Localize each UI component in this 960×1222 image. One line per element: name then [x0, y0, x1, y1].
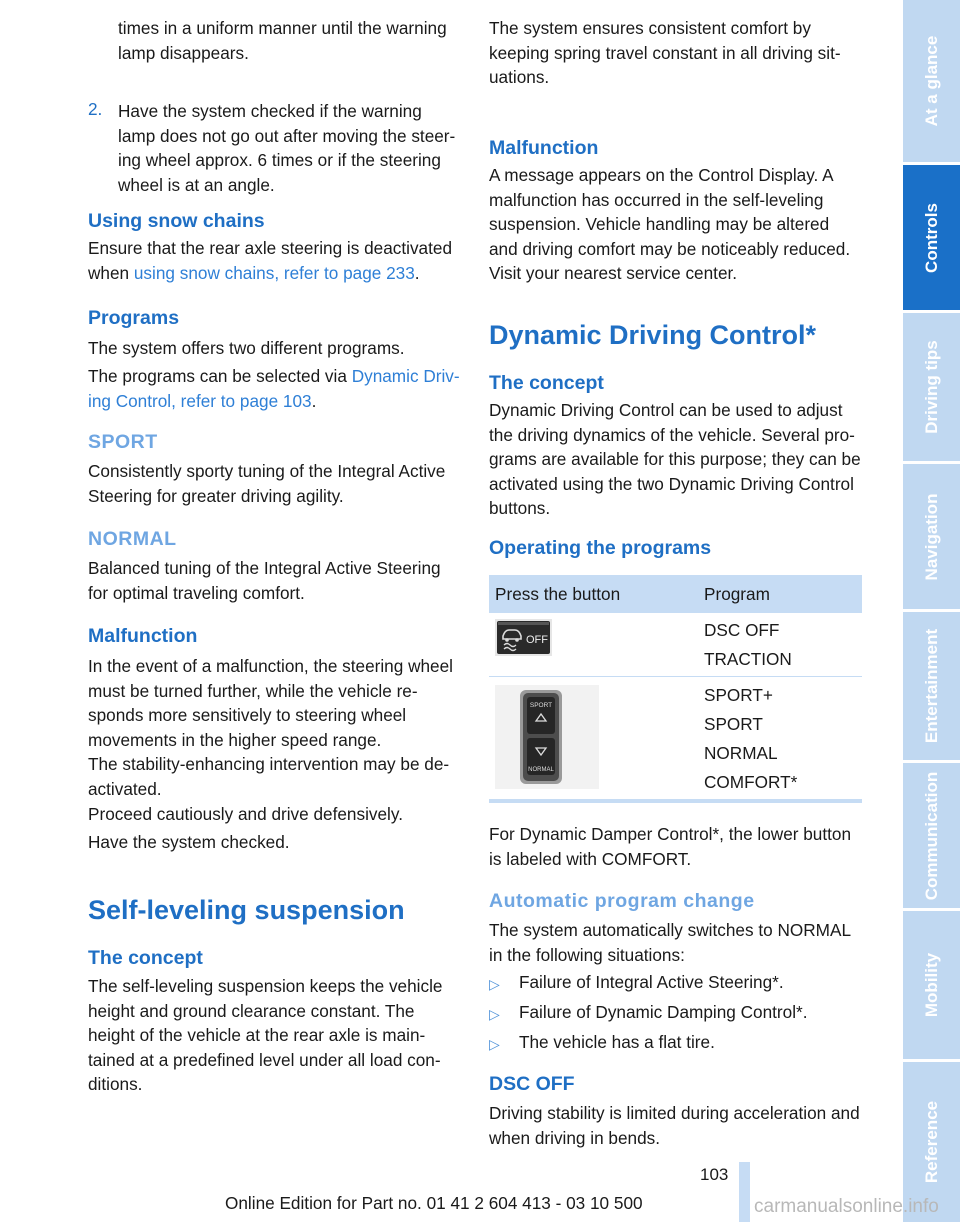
programs-text: The programs can be selected via [88, 366, 347, 386]
dsc-off-button-text: OFF [526, 634, 548, 646]
heading-sport: SPORT [88, 431, 158, 453]
row-divider [489, 676, 862, 677]
step2-number: 2. [88, 99, 103, 119]
tab-label: Navigation [921, 493, 941, 580]
watermark: carmanualsonline.info [754, 1196, 939, 1217]
tab-label: At a glance [921, 35, 941, 127]
normal-paragraph: Balanced tuning of the Integral Active Steering for optimal traveling comfort. [88, 558, 441, 603]
heading-malfunction: Malfunction [88, 625, 198, 647]
table-header [489, 575, 862, 613]
heading-normal: NORMAL [88, 528, 177, 550]
auto-change-paragraph: The system automatically switches to NORMAL in the following situations: [489, 920, 851, 965]
heading-dsc-off: DSC OFF [489, 1073, 575, 1095]
tab-at-a-glance[interactable] [903, 0, 960, 162]
tab-controls[interactable] [903, 165, 960, 310]
program-sport: SPORT [704, 714, 763, 734]
rocker-bottom-label: NORMAL [528, 767, 554, 773]
tab-driving-tips[interactable] [903, 313, 960, 461]
program-dsc-off: DSC OFF [704, 620, 780, 640]
programs-paragraph-2 [88, 364, 462, 413]
program-traction: TRACTION [704, 649, 792, 669]
tab-label: Reference [921, 1100, 941, 1184]
damper-paragraph: For Dynamic Damper Control*, the lower button is labeled with COMFORT. [489, 824, 852, 869]
table-header-program: Program [704, 584, 770, 604]
tab-mobility[interactable] [903, 911, 960, 1059]
tab-entertainment[interactable] [903, 612, 960, 760]
tab-label: Controls [921, 202, 941, 273]
tab-communication[interactable] [903, 763, 960, 908]
malfunction-paragraph-right: A message appears on the Control Display. A malfunction has occurred in the self-leveling suspension. Vehicle handling may be altered and driving comfort may be noticeably reduced. Visit your nearest service center. [489, 165, 851, 284]
dsc-off-button-icon [495, 619, 552, 656]
heading-concept-left: The concept [88, 947, 203, 969]
ddc-rocker-switch-icon [495, 685, 599, 789]
bullet-triangle-icon: ▷ [489, 976, 500, 992]
page-number: 103 [700, 1165, 729, 1184]
snow-chains-text: Ensure that the rear axle steering is deactivated when [88, 238, 453, 283]
step1-continuation: times in a uniform manner until the warning lamp disappears. [118, 18, 447, 63]
concept-paragraph-right: Dynamic Driving Control can be used to adjust the driving dynamics of the vehicle. Several pro-grams are available for this purpose; they can be activated using the two Dynamic Driving Control buttons. [489, 400, 861, 519]
table-bottom-border [489, 799, 862, 803]
malfunction-paragraph-3: Proceed cautiously and drive defensively. [88, 804, 403, 824]
row2-programs [704, 681, 797, 797]
heading-malfunction-right: Malfunction [489, 137, 599, 159]
edition-footer: Online Edition for Part no. 01 41 2 604 413 - 03 10 500 [225, 1193, 643, 1213]
malfunction-paragraph-4: Have the system checked. [88, 832, 290, 852]
snow-chains-link[interactable]: using snow chains, refer to page 233 [133, 262, 415, 283]
table-header-button: Press the button [495, 584, 621, 604]
intro-paragraph: The system ensures consistent comfort by keeping spring travel constant in all driving sit-uations. [489, 18, 841, 88]
snow-chains-paragraph [88, 236, 462, 285]
tab-label: Communication [921, 771, 941, 900]
bullet-triangle-icon: ▷ [489, 1036, 500, 1052]
bullet-text-1: Failure of Integral Active Steering*. [519, 972, 784, 992]
bullet-text-3: The vehicle has a flat tire. [519, 1032, 715, 1052]
tab-label: Mobility [921, 952, 941, 1018]
programs-paragraph-1: The system offers two different programs. [88, 338, 405, 358]
tab-label: Driving tips [921, 340, 941, 434]
tab-navigation[interactable] [903, 464, 960, 609]
tab-label: Entertainment [921, 628, 941, 744]
row1-programs [704, 616, 792, 674]
program-comfort: COMFORT* [704, 772, 798, 792]
heading-concept-right: The concept [489, 372, 604, 394]
program-sport-plus: SPORT+ [704, 685, 773, 705]
heading-snow-chains: Using snow chains [88, 210, 265, 232]
heading-ddc: Dynamic Driving Control* [489, 320, 817, 350]
malfunction-paragraph-2: The stability-enhancing intervention may be de-activated. [88, 754, 450, 799]
concept-paragraph-left: The self-leveling suspension keeps the vehicle height and ground clearance constant. The height of the vehicle at the rear axle is main-tained at a predefined level under all load con-ditions. [88, 976, 443, 1095]
chapter-tabs [903, 0, 960, 1222]
bullet-triangle-icon: ▷ [489, 1006, 500, 1022]
rocker-top-label: SPORT [529, 702, 553, 709]
bullet-text-2: Failure of Dynamic Damping Control*. [519, 1002, 808, 1022]
step2-text: Have the system checked if the warning lamp does not go out after moving the steer-ing wheel approx. 6 times or if the steering wheel is at an angle. [118, 101, 456, 195]
page-number-bar [739, 1162, 750, 1222]
heading-self-leveling: Self-leveling suspension [88, 895, 405, 925]
snow-chains-end: . [414, 262, 420, 283]
malfunction-paragraph-1: In the event of a malfunction, the steering wheel must be turned further, while the vehicle re-sponds more sensitively to steering wheel movements in the higher speed range. [88, 656, 453, 750]
dsc-off-paragraph: Driving stability is limited during acceleration and when driving in bends. [489, 1103, 860, 1148]
program-normal: NORMAL [704, 743, 778, 763]
programs-end: . [311, 390, 317, 411]
heading-programs: Programs [88, 307, 180, 329]
heading-auto-change: Automatic program change [489, 890, 755, 912]
sport-paragraph: Consistently sporty tuning of the Integral Active Steering for greater driving agility. [88, 461, 446, 506]
programs-link[interactable]: Dynamic Driv-ing Control, refer to page 103 [88, 366, 460, 411]
heading-operating: Operating the programs [489, 537, 712, 559]
